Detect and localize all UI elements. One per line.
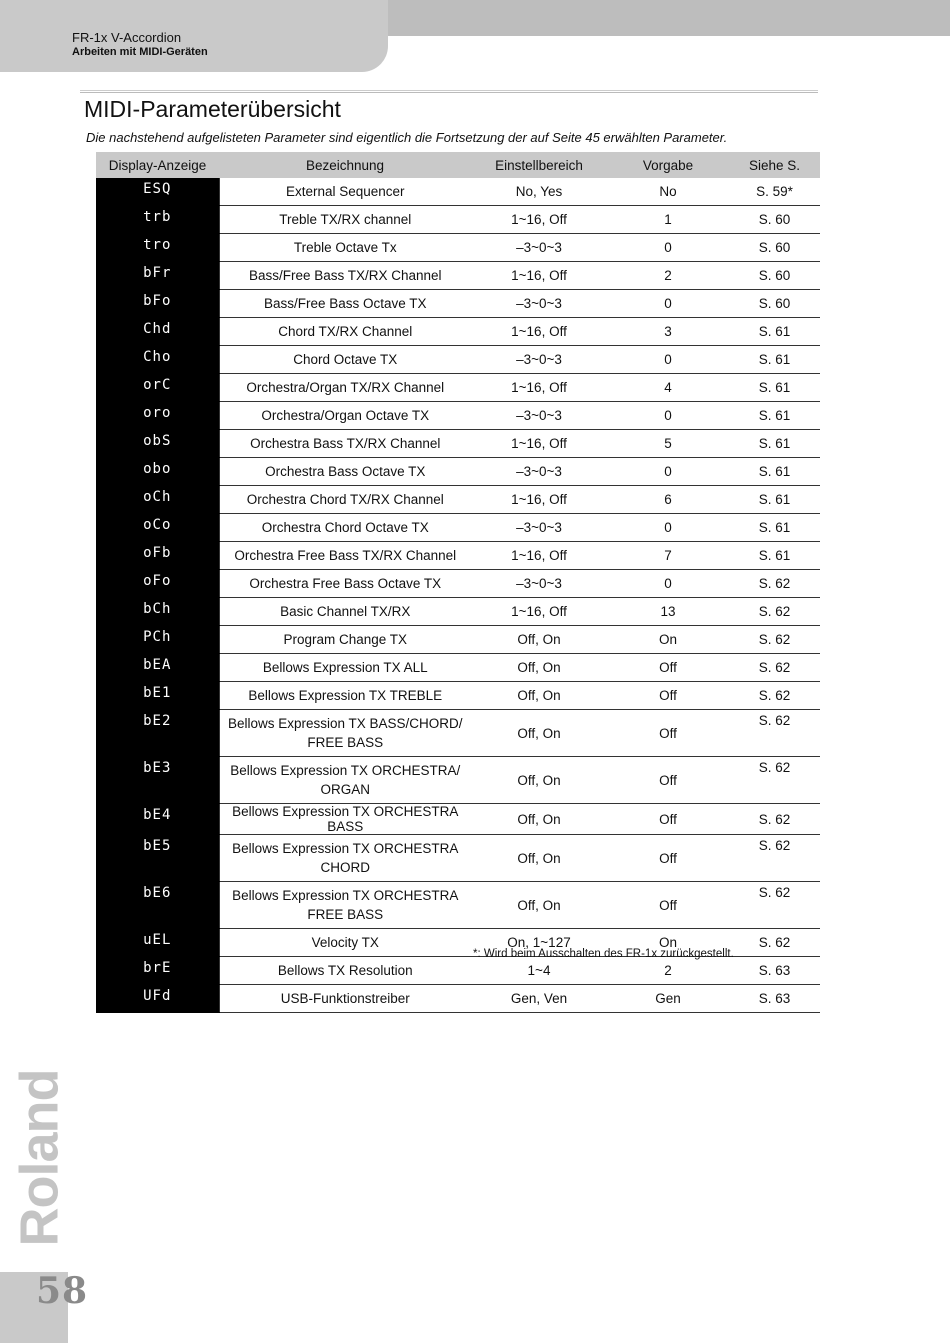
setting-range: 1~16, Off	[471, 206, 607, 234]
table-row	[96, 178, 820, 206]
display-code: obS	[96, 430, 219, 458]
page-number: 58	[36, 1270, 89, 1312]
setting-range: 1~16, Off	[471, 374, 607, 402]
brand-text: Roland	[9, 1069, 69, 1247]
table-row	[96, 570, 820, 598]
table-row	[96, 402, 820, 430]
display-code: bEA	[96, 654, 219, 682]
setting-range: 1~16, Off	[471, 318, 607, 346]
footnote: *: Wird beim Ausschalten des FR-1x zurückgestellt.	[473, 948, 734, 960]
default-value: 1	[607, 206, 729, 234]
column-header-ref: Siehe S.	[729, 152, 820, 178]
title-rule	[80, 90, 818, 91]
display-code: bE5	[96, 835, 219, 882]
page-reference: S. 62	[729, 835, 820, 882]
table-row	[96, 710, 820, 757]
parameter-name: Orchestra Bass Octave TX	[219, 458, 471, 486]
setting-range: On, 1~127	[471, 929, 607, 957]
display-code: oFb	[96, 542, 219, 570]
parameter-name: Bellows Expression TX BASS/CHORD/ FREE BASS	[219, 710, 471, 757]
display-code: trb	[96, 206, 219, 234]
display-code: oCh	[96, 486, 219, 514]
table-row	[96, 374, 820, 402]
parameter-name: Bellows TX Resolution	[219, 957, 471, 985]
default-value: Off	[607, 835, 729, 882]
intro-text: Die nachstehend aufgelisteten Parameter sind eigentlich die Fortsetzung der auf Seite 45 erwählten Parameter.	[86, 130, 728, 145]
parameter-name: Treble TX/RX channel	[219, 206, 471, 234]
setting-range: 1~16, Off	[471, 430, 607, 458]
default-value: 5	[607, 430, 729, 458]
table-row	[96, 757, 820, 804]
page-reference: S. 62	[729, 710, 820, 757]
parameter-name: Basic Channel TX/RX	[219, 598, 471, 626]
parameter-name: Bellows Expression TX ORCHESTRA CHORD	[219, 835, 471, 882]
table-row	[96, 318, 820, 346]
table-row	[96, 985, 820, 1013]
brand-logo	[9, 1060, 69, 1256]
display-code: oCo	[96, 514, 219, 542]
setting-range: –3~0~3	[471, 346, 607, 374]
parameter-name: Treble Octave Tx	[219, 234, 471, 262]
column-header-default: Vorgabe	[607, 152, 729, 178]
page-reference: S. 61	[729, 346, 820, 374]
setting-range: Off, On	[471, 710, 607, 757]
table-row	[96, 835, 820, 882]
parameter-name: Orchestra Free Bass Octave TX	[219, 570, 471, 598]
page-reference: S. 59*	[729, 178, 820, 206]
default-value: 13	[607, 598, 729, 626]
table-row	[96, 542, 820, 570]
setting-range: 1~16, Off	[471, 598, 607, 626]
chapter-name: Arbeiten mit MIDI-Geräten	[72, 46, 208, 58]
column-header-range: Einstellbereich	[471, 152, 607, 178]
page-reference: S. 60	[729, 290, 820, 318]
display-code: bCh	[96, 598, 219, 626]
table-row	[96, 234, 820, 262]
page-reference: S. 61	[729, 514, 820, 542]
display-code: bE4	[96, 804, 219, 835]
display-code: bE3	[96, 757, 219, 804]
display-code: Cho	[96, 346, 219, 374]
default-value: 0	[607, 290, 729, 318]
display-code: bE2	[96, 710, 219, 757]
default-value: 0	[607, 570, 729, 598]
parameter-name: Orchestra Bass TX/RX Channel	[219, 430, 471, 458]
default-value: Off	[607, 757, 729, 804]
default-value: 6	[607, 486, 729, 514]
parameter-name: Orchestra Chord Octave TX	[219, 514, 471, 542]
page-reference: S. 62	[729, 682, 820, 710]
table-row	[96, 290, 820, 318]
display-code: ESQ	[96, 178, 219, 206]
page-reference: S. 62	[729, 570, 820, 598]
page-reference: S. 60	[729, 234, 820, 262]
page-reference: S. 61	[729, 542, 820, 570]
parameter-name: Bass/Free Bass TX/RX Channel	[219, 262, 471, 290]
parameter-name: Orchestra/Organ TX/RX Channel	[219, 374, 471, 402]
page-reference: S. 63	[729, 985, 820, 1013]
default-value: On	[607, 929, 729, 957]
table-header-row	[96, 152, 820, 178]
default-value: 0	[607, 458, 729, 486]
table-body	[96, 178, 820, 1013]
display-code: tro	[96, 234, 219, 262]
default-value: 4	[607, 374, 729, 402]
table-row	[96, 882, 820, 929]
parameter-name: Chord TX/RX Channel	[219, 318, 471, 346]
setting-range: –3~0~3	[471, 514, 607, 542]
setting-range: Off, On	[471, 626, 607, 654]
parameter-name: Bellows Expression TX ALL	[219, 654, 471, 682]
table-row	[96, 346, 820, 374]
table-row	[96, 626, 820, 654]
page-reference: S. 62	[729, 598, 820, 626]
page-reference: S. 62	[729, 626, 820, 654]
parameter-name: Orchestra Chord TX/RX Channel	[219, 486, 471, 514]
parameter-name: Orchestra/Organ Octave TX	[219, 402, 471, 430]
page-reference: S. 62	[729, 757, 820, 804]
display-code: obo	[96, 458, 219, 486]
setting-range: Gen, Ven	[471, 985, 607, 1013]
setting-range: 1~16, Off	[471, 542, 607, 570]
table-row	[96, 682, 820, 710]
setting-range: –3~0~3	[471, 402, 607, 430]
display-code: PCh	[96, 626, 219, 654]
column-header-name: Bezeichnung	[219, 152, 471, 178]
page-reference: S. 61	[729, 430, 820, 458]
parameter-name: Bellows Expression TX TREBLE	[219, 682, 471, 710]
table-row	[96, 458, 820, 486]
parameter-name: Bellows Expression TX ORCHESTRA BASS	[219, 804, 471, 835]
table-row	[96, 957, 820, 985]
page-reference: S. 61	[729, 402, 820, 430]
default-value: Off	[607, 682, 729, 710]
page-reference: S. 62	[729, 804, 820, 835]
setting-range: –3~0~3	[471, 570, 607, 598]
section-title: MIDI-Parameterübersicht	[84, 96, 341, 122]
display-code: bFo	[96, 290, 219, 318]
setting-range: Off, On	[471, 882, 607, 929]
default-value: No	[607, 178, 729, 206]
display-code: uEL	[96, 929, 219, 957]
parameter-name: Bellows Expression TX ORCHESTRA/ ORGAN	[219, 757, 471, 804]
setting-range: 1~16, Off	[471, 486, 607, 514]
table-row	[96, 486, 820, 514]
setting-range: Off, On	[471, 654, 607, 682]
default-value: 2	[607, 262, 729, 290]
display-code: bE1	[96, 682, 219, 710]
page-reference: S. 61	[729, 486, 820, 514]
display-code: bFr	[96, 262, 219, 290]
page-reference: S. 62	[729, 882, 820, 929]
setting-range: Off, On	[471, 757, 607, 804]
parameter-name: Bass/Free Bass Octave TX	[219, 290, 471, 318]
midi-parameter-table	[96, 152, 820, 1013]
default-value: 0	[607, 514, 729, 542]
parameter-name: Bellows Expression TX ORCHESTRA FREE BASS	[219, 882, 471, 929]
default-value: On	[607, 626, 729, 654]
table-row	[96, 514, 820, 542]
parameter-name: Orchestra Free Bass TX/RX Channel	[219, 542, 471, 570]
table-row	[96, 430, 820, 458]
display-code: orC	[96, 374, 219, 402]
setting-range: Off, On	[471, 804, 607, 835]
header-tab	[0, 0, 388, 72]
page-reference: S. 63	[729, 957, 820, 985]
setting-range: 1~4	[471, 957, 607, 985]
display-code: UFd	[96, 985, 219, 1013]
page-reference: S. 62	[729, 929, 820, 957]
table-row	[96, 598, 820, 626]
parameter-name: USB-Funktionstreiber	[219, 985, 471, 1013]
parameter-name: External Sequencer	[219, 178, 471, 206]
setting-range: –3~0~3	[471, 290, 607, 318]
display-code: brE	[96, 957, 219, 985]
setting-range: –3~0~3	[471, 458, 607, 486]
setting-range: No, Yes	[471, 178, 607, 206]
table-row	[96, 206, 820, 234]
parameter-name: Chord Octave TX	[219, 346, 471, 374]
table-row	[96, 804, 820, 835]
setting-range: 1~16, Off	[471, 262, 607, 290]
default-value: 0	[607, 234, 729, 262]
display-code: oro	[96, 402, 219, 430]
default-value: Off	[607, 654, 729, 682]
title-rule-secondary	[80, 92, 818, 93]
setting-range: Off, On	[471, 682, 607, 710]
page-reference: S. 60	[729, 262, 820, 290]
page-reference: S. 62	[729, 654, 820, 682]
default-value: 2	[607, 957, 729, 985]
parameter-name: Velocity TX	[219, 929, 471, 957]
default-value: 0	[607, 402, 729, 430]
default-value: 7	[607, 542, 729, 570]
page-reference: S. 61	[729, 318, 820, 346]
column-header-display: Display-Anzeige	[96, 152, 219, 178]
table-row	[96, 262, 820, 290]
display-code: bE6	[96, 882, 219, 929]
default-value: Off	[607, 804, 729, 835]
default-value: Off	[607, 882, 729, 929]
default-value: Gen	[607, 985, 729, 1013]
table-row	[96, 654, 820, 682]
default-value: Off	[607, 710, 729, 757]
page-reference: S. 61	[729, 374, 820, 402]
setting-range: Off, On	[471, 835, 607, 882]
page-reference: S. 60	[729, 206, 820, 234]
parameter-name: Program Change TX	[219, 626, 471, 654]
product-name: FR-1x V-Accordion	[72, 30, 182, 45]
default-value: 0	[607, 346, 729, 374]
page-reference: S. 61	[729, 458, 820, 486]
setting-range: –3~0~3	[471, 234, 607, 262]
default-value: 3	[607, 318, 729, 346]
display-code: Chd	[96, 318, 219, 346]
display-code: oFo	[96, 570, 219, 598]
